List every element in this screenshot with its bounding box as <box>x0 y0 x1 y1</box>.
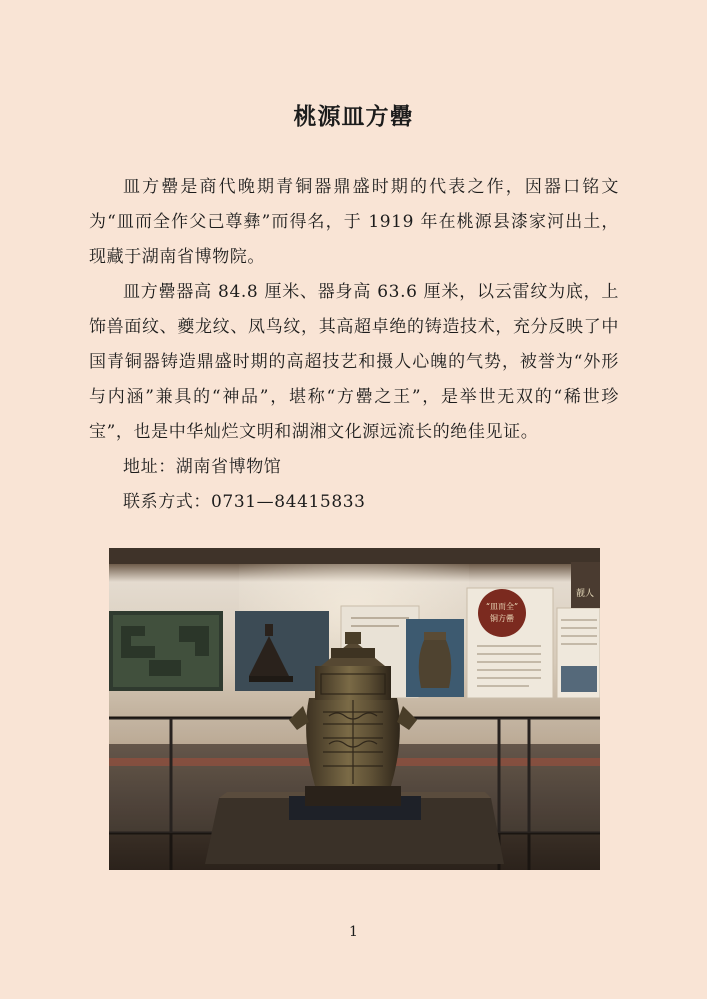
panel-side-label: 靓人 <box>575 589 595 599</box>
address-line: 地址：湖南省博物馆 <box>123 457 282 477</box>
paragraph-description: 皿方罍器高 84.8 厘米、器身高 63.6 厘米，以云雷纹为底，上饰兽面纹、夔龙纹、凤鸟纹，其高超卓绝的铸造技术，充分反映了中国青铜器铸造鼎盛时期的高超技艺和摄人心魄的气势，被誉为“外形与内涵”兼具的“神品”，堪称“方罍之王”，是举世无双的“稀世珍宝”，也是中华灿烂文明和湖湘文化源远流长的绝佳见证。 <box>89 282 619 442</box>
contact-line: 联系方式：0731—84415833 <box>123 492 366 512</box>
panel-label-line2: 铜方罍 <box>490 614 514 623</box>
page-title: 桃源皿方罍 <box>293 103 414 130</box>
panel-label-line1: “皿而全” <box>485 602 519 611</box>
exhibit-photo-illustration <box>109 548 600 870</box>
article-body <box>89 170 619 520</box>
page-number: 1 <box>349 924 358 940</box>
paragraph-intro: 皿方罍是商代晚期青铜器鼎盛时期的代表之作，因器口铭文为“皿而全作父己尊彝”而得名，于 1919 年在桃源县漆家河出土，现藏于湖南省博物院。 <box>89 177 619 267</box>
exhibit-photo <box>109 548 600 870</box>
